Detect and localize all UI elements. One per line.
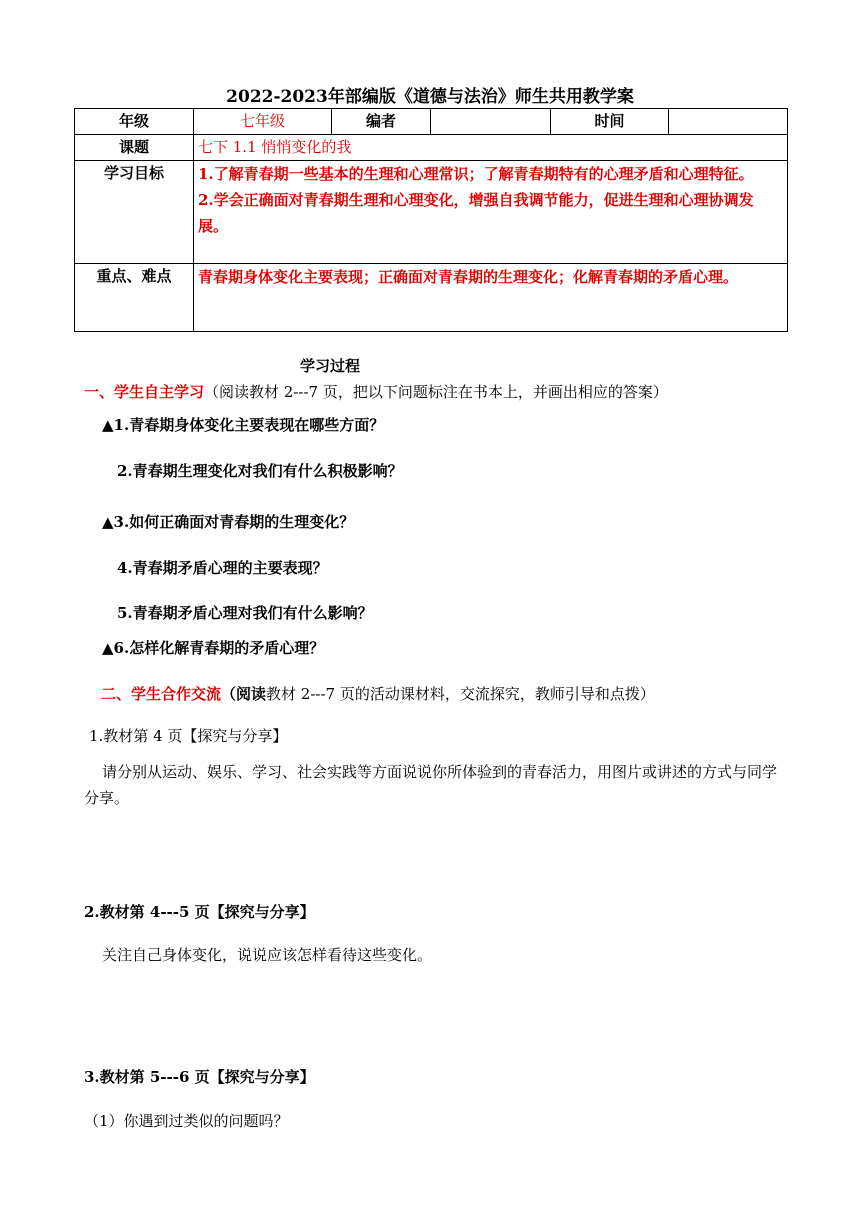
activity-2-text: 关注自己身体变化，说说应该怎样看待这些变化。 [102, 946, 433, 964]
lesson-info-table [74, 108, 788, 332]
goals-label: 学习目标 [75, 161, 194, 264]
topic-label: 课题 [75, 135, 194, 161]
section1-heading: 一、学生自主学习 [84, 383, 205, 401]
goal-1: 1.了解青春期一些基本的生理和心理常识；了解青春期特有的心理矛盾和心理特征。 [198, 165, 754, 183]
grade-row [75, 109, 788, 135]
question-3: ▲3.如何正确面对青春期的生理变化？ [102, 513, 355, 531]
activity-2-title: 2.教材第 4---5 页【探究与分享】 [84, 903, 315, 921]
editor-value [431, 109, 551, 135]
goal-2: 2.学会正确面对青春期生理和心理变化，增强自我调节能力，促进生理和心理协调发展。 [198, 191, 754, 235]
grade-label: 年级 [75, 109, 194, 135]
goals-row [75, 161, 788, 264]
section2-heading-line [101, 683, 655, 704]
activity-3-title: 3.教材第 5---6 页【探究与分享】 [84, 1068, 315, 1086]
key-points-label: 重点、难点 [75, 264, 194, 332]
question-4: 4.青春期矛盾心理的主要表现？ [117, 559, 328, 577]
document-title: 2022-2023年部编版《道德与法治》师生共用教学案 [226, 87, 634, 107]
question-5: 5.青春期矛盾心理对我们有什么影响？ [117, 604, 373, 622]
activity-1-title-text: 1.教材第 4 页【探究与分享】 [89, 727, 288, 745]
activity-1-title [89, 725, 287, 746]
topic-row [75, 135, 788, 161]
grade-value: 七年级 [194, 109, 332, 135]
section2-note: 教材 2---7 页的活动课材料，交流探究，教师引导和点拨） [266, 685, 655, 703]
activity-1-text: 请分别从运动、娱乐、学习、社会实践等方面说说你所体验到的青春活力，用图片或讲述的方式与同学分享。 [84, 763, 778, 807]
topic-value: 七下 1.1 悄悄变化的我 [194, 135, 788, 161]
key-points-value: 青春期身体变化主要表现；正确面对青春期的生理变化；化解青春期的矛盾心理。 [194, 264, 788, 332]
editor-label: 编者 [332, 109, 431, 135]
activity-3-text: （1）你遇到过类似的问题吗？ [84, 1112, 289, 1130]
question-1: ▲1.青春期身体变化主要表现在哪些方面？ [102, 416, 385, 434]
goals-value [194, 161, 788, 264]
key-points-row [75, 264, 788, 332]
section2-note-bold: （阅读 [221, 685, 267, 703]
section1-note: （阅读教材 2---7 页，把以下问题标注在书本上，并画出相应的答案） [204, 383, 668, 401]
time-label: 时间 [551, 109, 669, 135]
process-heading: 学习过程 [300, 357, 361, 375]
section2-heading: 二、学生合作交流 [101, 685, 222, 703]
time-value [669, 109, 788, 135]
question-2: 2.青春期生理变化对我们有什么积极影响？ [117, 462, 403, 480]
question-6: ▲6.怎样化解青春期的矛盾心理？ [102, 639, 325, 657]
section1-heading-line [84, 381, 668, 402]
